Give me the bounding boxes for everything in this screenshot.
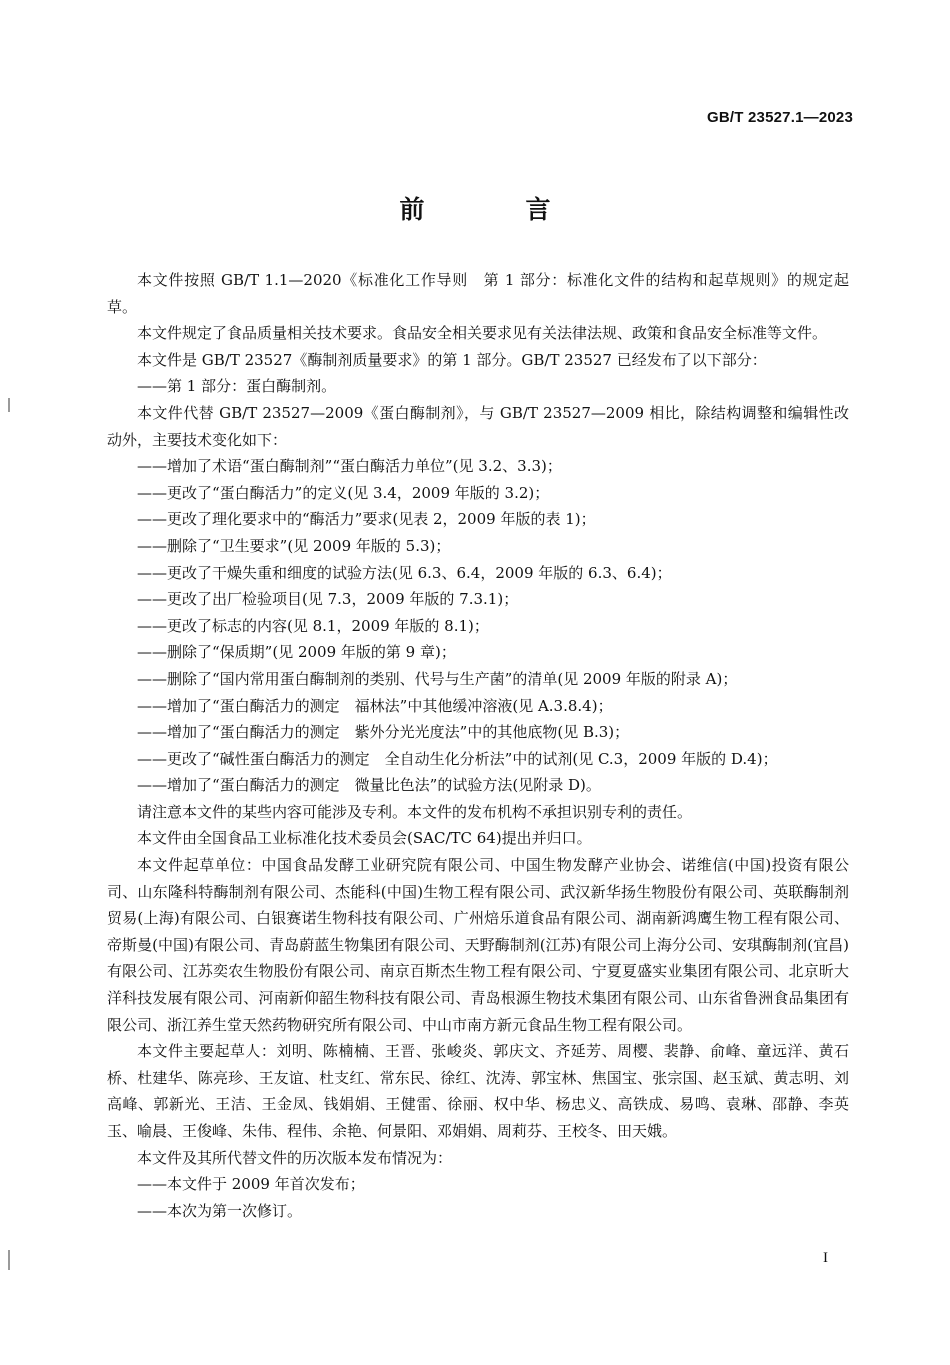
- paragraph-drafters: 本文件主要起草人：刘明、陈楠楠、王晋、张峻炎、郭庆文、齐延芳、周樱、裴静、俞峰、童远洋、黄石桥、杜建华、陈亮珍、王友谊、杜支红、常东民、徐红、沈涛、郭宝林、焦国宝、张宗国、赵玉斌、黄志明、刘高峰、郭新光、王洁、王金凤、钱娟娟、王健雷、徐丽、权中华、杨忠义、高铁成、易鸣、袁琳、邵静、李英玉、喻晨、王俊峰、朱伟、程伟、余艳、何景阳、邓娟娟、周莉芬、王校冬、田天娥。: [107, 1042, 849, 1140]
- change-item: ——增加了“蛋白酶活力的测定 福林法”中其他缓冲溶液(见 A.3.8.4)；: [137, 696, 613, 715]
- change-item: ——删除了“国内常用蛋白酶制剂的类别、代号与生产菌”的清单(见 2009 年版的附录 A)；: [137, 669, 738, 688]
- change-item: ——删除了“卫生要求”(见 2009 年版的 5.3)；: [137, 536, 451, 555]
- history-item: ——本文件于 2009 年首次发布；: [137, 1175, 365, 1194]
- paragraph-part-info: 本文件是 GB/T 23527《酶制剂质量要求》的第 1 部分。GB/T 23527 已经发布了以下部分：: [137, 350, 767, 369]
- paragraph-history: 本文件及其所代替文件的历次版本发布情况为：: [137, 1148, 453, 1167]
- change-item: ——增加了术语“蛋白酶制剂”“蛋白酶活力单位”(见 3.2、3.3)；: [137, 457, 562, 476]
- change-item: ——更改了出厂检验项目(见 7.3，2009 年版的 7.3.1)；: [137, 590, 519, 609]
- document-body: [107, 267, 849, 1224]
- scan-mark-top: [8, 398, 10, 412]
- scan-mark-bottom: [8, 1250, 10, 1270]
- change-item: ——增加了“蛋白酶活力的测定 微量比色法”的试验方法(见附录 D)。: [137, 776, 601, 795]
- paragraph-patent-notice: 请注意本文件的某些内容可能涉及专利。本文件的发布机构不承担识别专利的责任。: [137, 802, 693, 821]
- page-number: I: [823, 1250, 828, 1266]
- page-title: 前 言: [399, 195, 589, 224]
- change-item: ——更改了标志的内容(见 8.1，2009 年版的 8.1)；: [137, 616, 489, 635]
- paragraph-committee: 本文件由全国食品工业标准化技术委员会(SAC/TC 64)提出并归口。: [137, 829, 592, 848]
- change-item: ——更改了干燥失重和细度的试验方法(见 6.3、6.4，2009 年版的 6.3、6.4)；: [137, 563, 672, 582]
- list-item-part: ——第 1 部分：蛋白酶制剂。: [137, 377, 337, 396]
- change-item: ——更改了“蛋白酶活力”的定义(见 3.4，2009 年版的 3.2)；: [137, 483, 550, 502]
- paragraph-replaces: 本文件代替 GB/T 23527—2009《蛋白酶制剂》，与 GB/T 23527—2009 相比，除结构调整和编辑性改动外，主要技术变化如下：: [107, 403, 849, 449]
- change-item: ——更改了理化要求中的“酶活力”要求(见表 2，2009 年版的表 1)；: [137, 510, 596, 529]
- standard-code: GB/T 23527.1—2023: [707, 109, 853, 126]
- paragraph-drafting-units: 本文件起草单位：中国食品发酵工业研究院有限公司、中国生物发酵产业协会、诺维信(中国)投资有限公司、山东隆科特酶制剂有限公司、杰能科(中国)生物工程有限公司、武汉新华扬生物股份有限公司、英联酶制剂贸易(上海)有限公司、白银赛诺生物科技有限公司、广州焙乐道食品有限公司、湖南新鸿鹰生物工程有限公司、帝斯曼(中国)有限公司、青岛蔚蓝生物集团有限公司、天野酶制剂(江苏)有限公司上海分公司、安琪酶制剂(宜昌)有限公司、江苏奕农生物股份有限公司、南京百斯杰生物工程有限公司、宁夏夏盛实业集团有限公司、北京昕大洋科技发展有限公司、河南新仰韶生物科技有限公司、青岛根源生物技术集团有限公司、山东省鲁洲食品集团有限公司、浙江养生堂天然药物研究所有限公司、中山市南方新元食品生物工程有限公司。: [107, 856, 849, 1034]
- change-item: ——删除了“保质期”(见 2009 年版的第 9 章)；: [137, 643, 456, 662]
- paragraph-drafting-basis: 本文件按照 GB/T 1.1—2020《标准化工作导则 第 1 部分：标准化文件的结构和起草规则》的规定起草。: [107, 271, 849, 316]
- history-item: ——本次为第一次修订。: [137, 1201, 303, 1220]
- change-item: ——增加了“蛋白酶活力的测定 紫外分光光度法”中的其他底物(见 B.3)；: [137, 723, 630, 742]
- change-item: ——更改了“碱性蛋白酶活力的测定 全自动生化分析法”中的试剂(见 C.3，2009 年版的 D.4)；: [137, 749, 778, 768]
- paragraph-scope-note: 本文件规定了食品质量相关技术要求。食品安全相关要求见有关法律法规、政策和食品安全标准等文件。: [137, 324, 828, 343]
